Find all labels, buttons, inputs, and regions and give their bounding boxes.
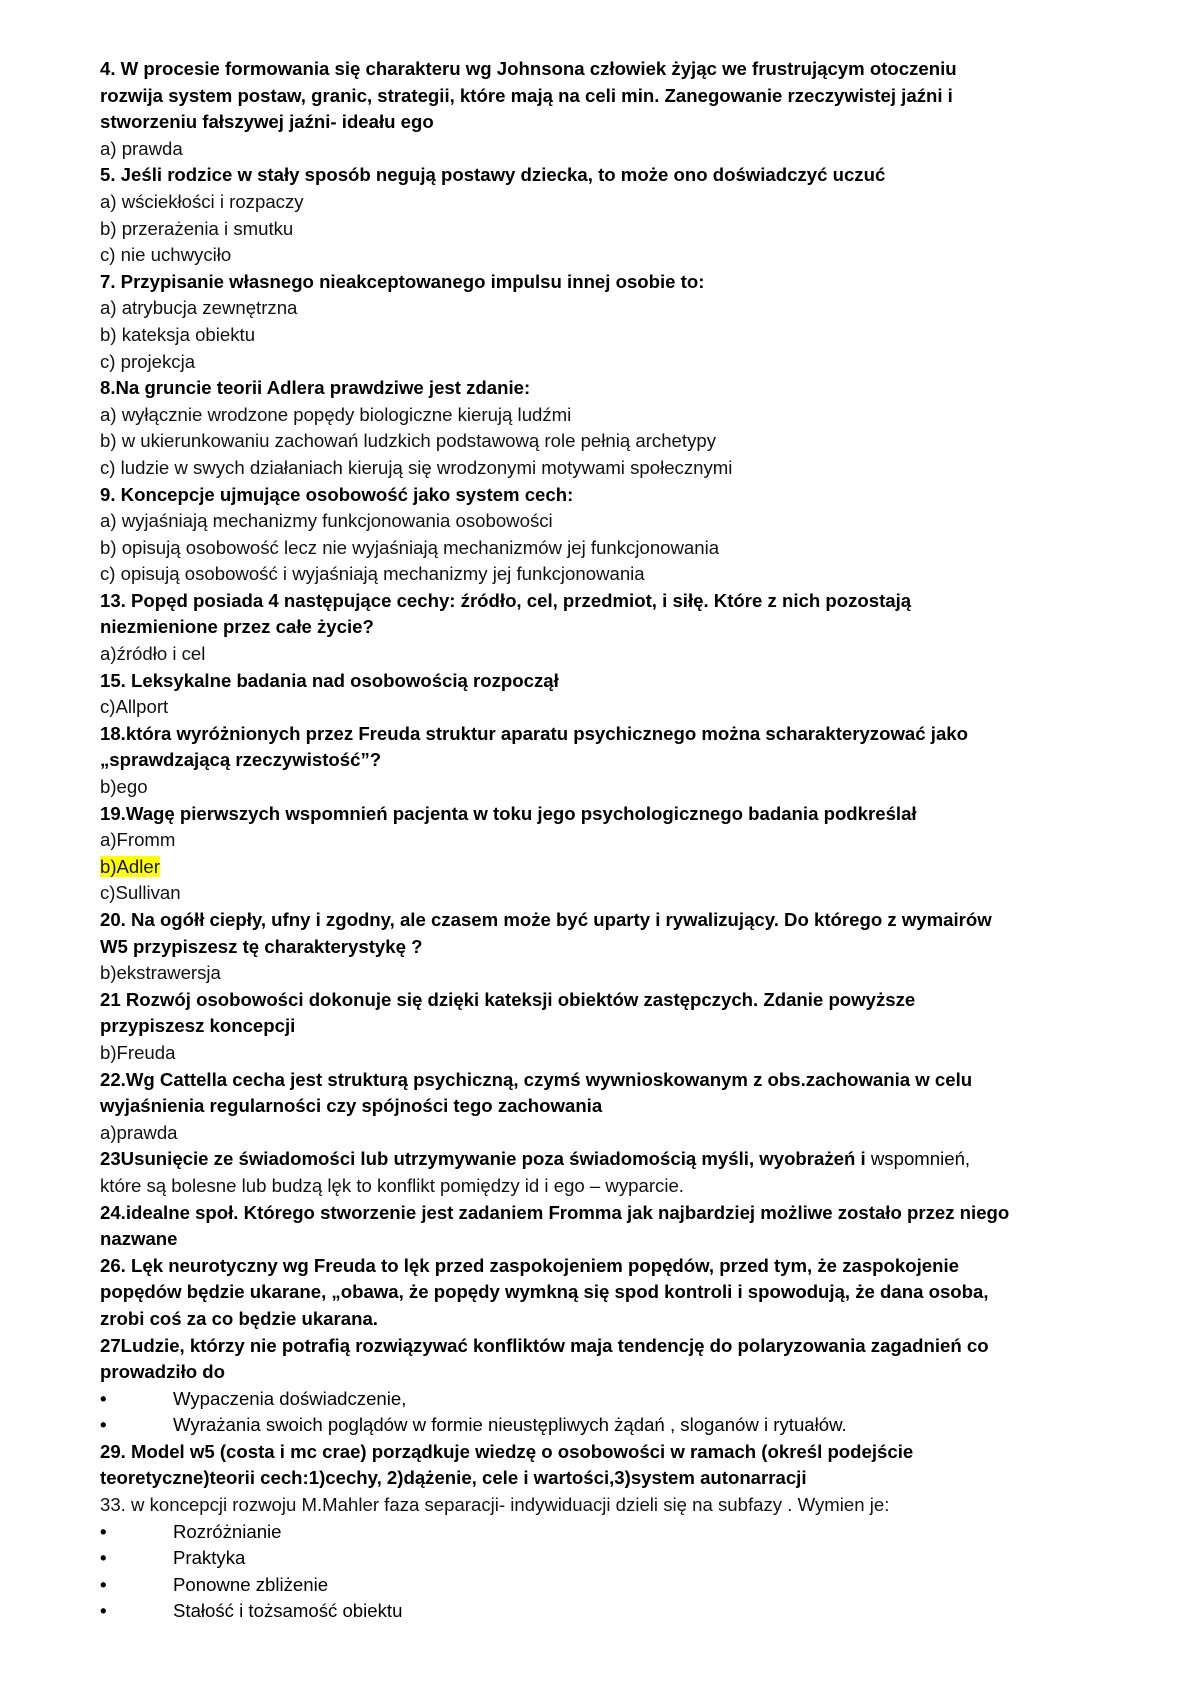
bullet-icon: • — [100, 1414, 107, 1436]
question-line: stworzeniu fałszywej jaźni- ideału ego — [100, 111, 434, 133]
question-line: przypiszesz koncepcji — [100, 1015, 296, 1037]
mixed-line — [100, 1146, 1100, 1173]
question-line: 15. Leksykalne badania nad osobowością rozpoczął — [100, 669, 559, 691]
bullet-item — [100, 1572, 1100, 1599]
question-line: 13. Popęd posiada 4 następujące cechy: źródło, cel, przedmiot, i siłę. Które z nich pozostają — [100, 589, 912, 611]
question-line: 26. Lęk neurotyczny wg Freuda to lęk przed zaspokojeniem popędów, przed tym, że zaspokojenie — [100, 1254, 959, 1276]
answer-line: a)Fromm — [100, 829, 176, 851]
answer-line: c) ludzie w swych działaniach kierują się wrodzonymi motywami społecznymi — [100, 456, 733, 478]
bullet-text: Ponowne zbliżenie — [173, 1573, 329, 1595]
answer-line: 33. w koncepcji rozwoju M.Mahler faza separacji- indywiduacji dzieli się na subfazy . Wymien je: — [100, 1494, 890, 1516]
answer-line: a)źródło i cel — [100, 643, 206, 665]
answer-line: a) prawda — [100, 137, 183, 159]
bullet-text: Stałość i tożsamość obiektu — [173, 1600, 403, 1622]
question-line: 9. Koncepcje ujmujące osobowość jako system cech: — [100, 483, 574, 505]
question-line: prowadziło do — [100, 1361, 225, 1383]
answer-line: b) opisują osobowość lecz nie wyjaśniają mechanizmów jej funkcjonowania — [100, 536, 720, 558]
bullet-item — [100, 1386, 1100, 1413]
question-line: 29. Model w5 (costa i mc crae) porządkuje wiedzę o osobowości w ramach (określ podejście — [100, 1440, 914, 1462]
question-line: 8.Na gruncie teorii Adlera prawdziwe jest zdanie: — [100, 377, 531, 399]
answer-line: które są bolesne lub budzą lęk to konflikt pomiędzy id i ego – wyparcie. — [100, 1174, 684, 1196]
question-line: zrobi coś za co będzie ukarana. — [100, 1307, 378, 1329]
bullet-text: Rozróżnianie — [173, 1520, 282, 1542]
answer-line: b) kateksja obiektu — [100, 323, 256, 345]
answer-line: c)Allport — [100, 696, 169, 718]
highlighted-answer-line — [100, 854, 1100, 881]
question-line: 18.która wyróżnionych przez Freuda struktur aparatu psychicznego można scharakteryzować jako — [100, 722, 968, 744]
answer-line: a) atrybucja zewnętrzna — [100, 297, 298, 319]
bullet-item — [100, 1519, 1100, 1546]
answer-line: b)ego — [100, 776, 148, 798]
answer-line: b) w ukierunkowaniu zachowań ludzkich podstawową role pełnią archetypy — [100, 430, 716, 452]
answer-line: c) nie uchwyciło — [100, 244, 232, 266]
bullet-icon: • — [100, 1387, 107, 1409]
highlighted-text: b)Adler — [100, 855, 160, 877]
answer-line: c)Sullivan — [100, 882, 181, 904]
bullet-text: Wyrażania swoich poglądów w formie nieustępliwych żądań , sloganów i rytuałów. — [173, 1414, 847, 1436]
answer-line: b) przerażenia i smutku — [100, 217, 294, 239]
question-line: teoretyczne)teorii cech:1)cechy, 2)dążenie, cele i wartości,3)system autonarracji — [100, 1467, 807, 1489]
question-line: W5 przypiszesz tę charakterystykę ? — [100, 935, 423, 957]
answer-line: a) wściekłości i rozpaczy — [100, 190, 304, 212]
bullet-item — [100, 1412, 1100, 1439]
answer-line: c) projekcja — [100, 350, 196, 372]
answer-line: b)ekstrawersja — [100, 962, 221, 984]
question-text-bold: 23Usunięcie ze świadomości lub utrzymywanie poza świadomością myśli, wyobrażeń i — [100, 1148, 871, 1170]
bullet-icon: • — [100, 1573, 107, 1595]
bullet-item — [100, 1598, 1100, 1625]
bullet-icon: • — [100, 1600, 107, 1622]
document-page — [100, 56, 1100, 1625]
bullet-icon: • — [100, 1547, 107, 1569]
question-line: wyjaśnienia regularności czy spójności tego zachowania — [100, 1095, 603, 1117]
question-line: 21 Rozwój osobowości dokonuje się dzięki kateksji obiektów zastępczych. Zdanie powyższe — [100, 988, 916, 1010]
question-line: „sprawdzającą rzeczywistość”? — [100, 749, 382, 771]
bullet-item — [100, 1545, 1100, 1572]
question-text-normal: wspomnień, — [870, 1148, 971, 1170]
question-line: 22.Wg Cattella cecha jest strukturą psychiczną, czymś wywnioskowanym z obs.zachowania w celu — [100, 1068, 973, 1090]
question-line: 20. Na ogółł ciepły, ufny i zgodny, ale czasem może być uparty i rywalizujący. Do którego z wymairów — [100, 909, 992, 930]
bullet-icon: • — [100, 1520, 107, 1542]
question-line: 4. W procesie formowania się charakteru wg Johnsona człowiek żyjąc we frustrującym otoczeniu — [100, 58, 957, 79]
question-line: niezmienione przez całe życie? — [100, 616, 374, 638]
question-line: 5. Jeśli rodzice w stały sposób negują postawy dziecka, to może ono doświadczyć uczuć — [100, 164, 886, 186]
answer-line: a) wyłącznie wrodzone popędy biologiczne kierują ludźmi — [100, 403, 572, 425]
question-line: rozwija system postaw, granic, strategii, które mają na celi min. Zanegowanie rzeczywistej jaźni i — [100, 84, 953, 106]
question-line: 27Ludzie, którzy nie potrafią rozwiązywać konfliktów maja tendencję do polaryzowania zagadnień co — [100, 1334, 989, 1356]
bullet-text: Wypaczenia doświadczenie, — [173, 1387, 407, 1409]
answer-line: b)Freuda — [100, 1041, 176, 1063]
question-line: nazwane — [100, 1228, 178, 1250]
bullet-text: Praktyka — [173, 1547, 246, 1569]
question-line: 24.idealne społ. Którego stworzenie jest zadaniem Fromma jak najbardziej możliwe zostało przez niego — [100, 1201, 1010, 1223]
answer-line: c) opisują osobowość i wyjaśniają mechanizmy jej funkcjonowania — [100, 563, 645, 585]
question-line: 19.Wagę pierwszych wspomnień pacjenta w toku jego psychologicznego badania podkreślał — [100, 802, 917, 824]
answer-line: a)prawda — [100, 1121, 178, 1143]
question-line: 7. Przypisanie własnego nieakceptowanego impulsu innej osobie to: — [100, 270, 705, 292]
question-line: popędów będzie ukarane, „obawa, że popędy wymkną się spod kontroli i spowodują, że dana osoba, — [100, 1281, 989, 1303]
answer-line: a) wyjaśniają mechanizmy funkcjonowania osobowości — [100, 510, 553, 532]
